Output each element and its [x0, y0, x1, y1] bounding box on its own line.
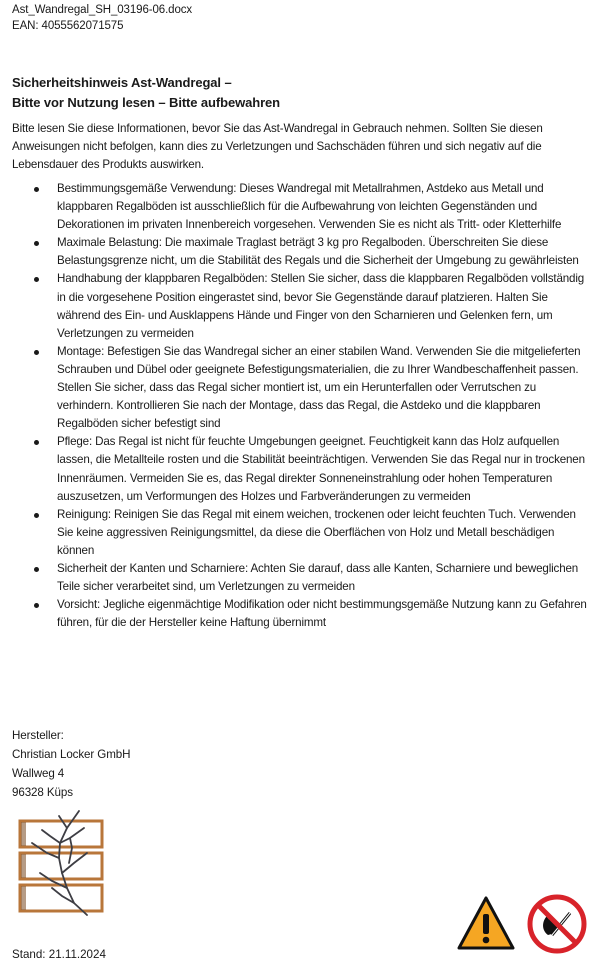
title-line-1: Sicherheitshinweis Ast-Wandregal –	[12, 75, 232, 90]
list-item-text: Sicherheit der Kanten und Scharniere: Achten Sie darauf, dass alle Kanten, Scharniere und beweglichen Teile sicher verarbeitet sind, um Verletzungen zu vermeiden	[57, 561, 579, 594]
list-item-text: Reinigung: Reinigen Sie das Regal mit einem weichen, trockenen oder leicht feuchten Tuch. Verwenden Sie keine aggressiven Reinigungsmittel, da diese die Oberflächen von Holz und Metall beschädigen können	[57, 507, 576, 557]
warning-triangle-icon	[456, 895, 516, 951]
list-item	[0, 433, 587, 505]
list-item	[0, 560, 587, 596]
list-item	[0, 234, 587, 270]
list-item-text: Vorsicht: Jegliche eigenmächtige Modifikation oder nicht bestimmungsgemäße Nutzung kann zu Gefahren führen, für die der Hersteller keine Haftung übernimmt	[57, 598, 587, 630]
bullet-icon	[34, 187, 39, 192]
branch-wall-shelf-image	[12, 808, 107, 918]
list-item	[0, 343, 587, 433]
manufacturer-city: 96328 Küps	[12, 786, 73, 799]
manufacturer-block	[12, 726, 130, 802]
list-item-text: Maximale Belastung: Die maximale Traglast beträgt 3 kg pro Regalboden. Überschreiten Sie diese Belastungsgrenze nicht, um die Stabilität des Regals und die Sicherheit der Umgebung zu gewährleisten	[57, 236, 579, 268]
title-line-2: Bitte vor Nutzung lesen – Bitte aufbewahren	[12, 95, 281, 110]
bullet-icon	[34, 277, 39, 282]
manufacturer-name: Christian Locker GmbH	[12, 748, 131, 761]
list-item-text: Montage: Befestigen Sie das Wandregal sicher an einer stabilen Wand. Verwenden Sie die mitgelieferten Schrauben und Dübel oder geeignete Befestigungsmaterialien, die zu Ihrer Wandbeschaffenheit passen. Stellen Sie sicher, dass das Regal sicher montiert ist, um ein Herunterfallen oder Verrutschen zu verhindern. Kontrollieren Sie nach der Montage, dass das Regal, die Astdeko und die klappbaren Regalböden sicher befestigt sind	[57, 344, 581, 431]
list-item-text: Pflege: Das Regal ist nicht für feuchte Umgebungen geeignet. Feuchtigkeit kann das Holz aufquellen lassen, die Metallteile rosten und die Stabilität beeinträchtigen. Verwenden Sie das Regal nur in trockenen Innenräumen. Vermeiden Sie es, das Regal direkter Sonneneinstrahlung oder hohen Temperaturen auszusetzen, um Verformungen des Holzes und Farbveränderungen zu vermeiden	[57, 435, 585, 503]
list-item-text: Handhabung der klappbaren Regalböden: Stellen Sie sicher, dass die klappbaren Regalböden vollständig in die vorgesehene Position eingerastet sind, bevor Sie Gegenstände darauf platzieren. Halten Sie während des Ein- und Ausklappens Hände und Finger von den Scharnieren und Gelenken fern, um Verletzungen zu vermeiden	[57, 272, 585, 340]
no-open-flame-icon	[526, 893, 588, 955]
bullet-icon	[34, 241, 39, 246]
manufacturer-label: Hersteller:	[12, 729, 64, 742]
bullet-icon	[34, 603, 39, 608]
list-item	[0, 270, 587, 342]
bullet-icon	[34, 350, 39, 355]
revision-date: Stand: 21.11.2024	[12, 948, 106, 961]
list-item	[0, 596, 587, 632]
manufacturer-street: Wallweg 4	[12, 767, 65, 780]
list-item	[0, 506, 587, 560]
bullet-icon	[34, 513, 39, 518]
document-title	[12, 73, 280, 113]
bullet-icon	[34, 440, 39, 445]
ean-code: EAN: 4055562071575	[12, 20, 124, 32]
list-item	[0, 180, 587, 234]
bullet-icon	[34, 567, 39, 572]
document-header	[12, 2, 192, 34]
safety-list	[0, 180, 600, 632]
intro-paragraph: Bitte lesen Sie diese Informationen, bevor Sie das Ast-Wandregal in Gebrauch nehmen. Sollten Sie diesen Anweisungen nicht befolgen, kann dies zu Verletzungen und Sachschäden führen und sich negativ auf die Lebensdauer des Produkts auswirken.	[12, 122, 543, 171]
list-item-text: Bestimmungsgemäße Verwendung: Dieses Wandregal mit Metallrahmen, Astdeko aus Metall und klappbaren Regalböden ist ausschließlich für die Aufbewahrung von leichten Gegenständen und Dekorationen im privaten Innenbereich vorgesehen. Verwenden Sie es nicht als Tritt- oder Kletterhilfe	[57, 182, 562, 232]
file-name: Ast_Wandregal_SH_03196-06.docx	[12, 4, 193, 16]
